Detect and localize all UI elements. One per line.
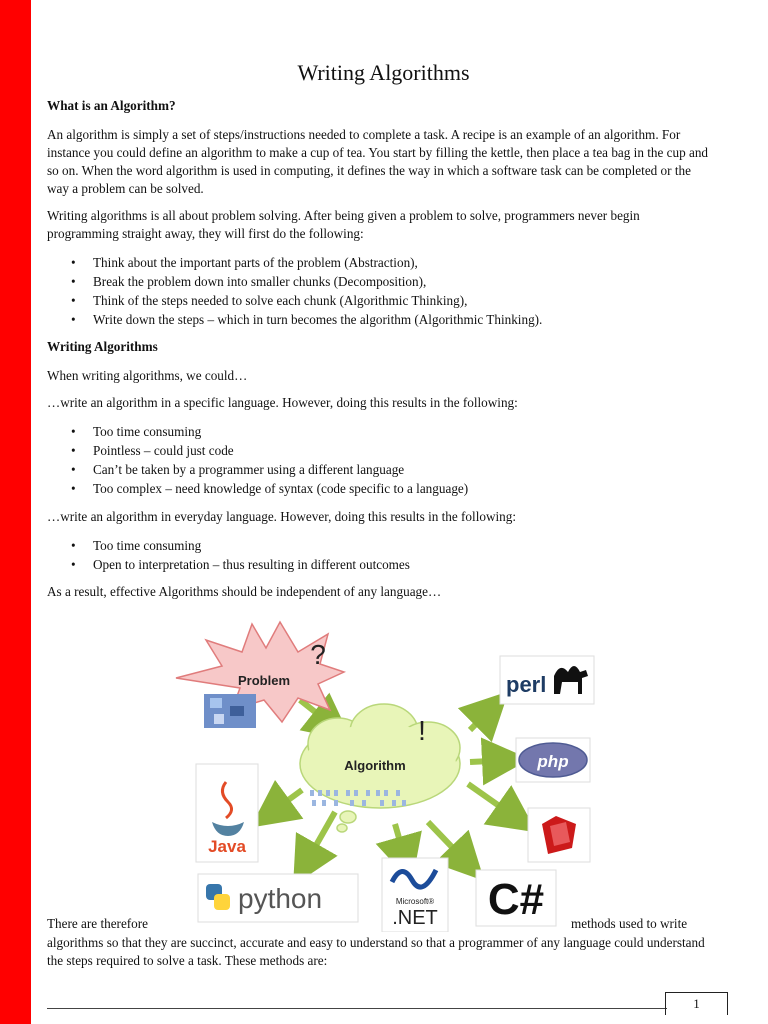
paragraph-when-writing: When writing algorithms, we could… [47,368,248,383]
csharp-label: C# [487,875,545,924]
java-logo [196,764,258,862]
ruby-logo [528,808,590,862]
page-number: 1 [665,992,728,1015]
margin-bar [0,0,31,1024]
list-item: • Break the problem down into smaller chunks (Decomposition), [47,272,542,291]
list-item: • Pointless – could just code [47,441,468,460]
list-item: • Think about the important parts of the problem (Abstraction), [47,253,542,272]
section-heading-what-is: What is an Algorithm? [47,98,176,113]
python-label: python [238,883,323,914]
paragraph-definition: An algorithm is simply a set of steps/instructions needed to complete a task. A recipe is an example of an algorithm. For instance you could define an algorithm to make a cup of tea. You start by filling the kettle, then place a tea bag in the cup and so on. When the word algorithm is used in computing, it defines the way in which a software task can be completed or the way a problem can be solved. [47,127,709,196]
algorithm-label: Algorithm [344,758,406,773]
section-heading-writing: Writing Algorithms [47,339,158,354]
list-item: • Think of the steps needed to solve each chunk (Algorithmic Thinking), [47,291,542,310]
dotnet-microsoft-label: Microsoft® [395,897,435,906]
exclamation-mark: ! [418,715,426,746]
perl-label: perl [506,672,547,697]
php-label: php [537,752,569,771]
perl-logo [500,656,594,704]
document-title: Writing Algorithms [297,60,470,85]
paragraph-closing: algorithms so that they are succinct, accurate and easy to understand so that a programmer of any language could understand the steps required to solve a task. These methods are: [47,935,705,968]
list-specific-issues [47,422,468,498]
list-item: • Can’t be taken by a programmer using a different language [47,460,468,479]
python-snake-yellow [214,894,230,910]
csharp-logo [476,870,556,926]
closing-text-start: There are therefore [47,916,149,931]
list-item: • Write down the steps – which in turn becomes the algorithm (Algorithmic Thinking). [47,310,542,329]
list-item: • Open to interpretation – thus resulting in different outcomes [47,555,410,574]
algorithm-cloud [300,704,460,832]
list-first-steps [47,253,542,329]
closing-text-end: methods used to write [571,916,688,931]
list-item: • Too complex – need knowledge of syntax (code specific to a language) [47,479,468,498]
problem-label: Problem [237,673,291,688]
dotnet-logo [382,858,448,932]
algorithm-diagram [170,612,600,932]
list-item: • Too time consuming [47,536,410,555]
list-item: • Too time consuming [47,422,468,441]
paragraph-conclusion: As a result, effective Algorithms should be independent of any language… [47,584,442,599]
paragraph-everyday-language: …write an algorithm in everyday language. However, doing this results in the following: [47,509,516,524]
java-label: Java [208,837,246,856]
php-logo [516,738,590,782]
question-mark: ? [310,639,326,670]
footer-rule [47,1008,667,1009]
paragraph-problem-solving: Writing algorithms is all about problem solving. After being given a problem to solve, programmers never begin programming straight away, they will first do the following: [47,208,640,241]
dotnet-label: .NET [392,907,438,929]
python-logo [198,874,358,922]
paragraph-specific-language: …write an algorithm in a specific language. However, doing this results in the following: [47,395,518,410]
list-everyday-issues [47,536,410,574]
